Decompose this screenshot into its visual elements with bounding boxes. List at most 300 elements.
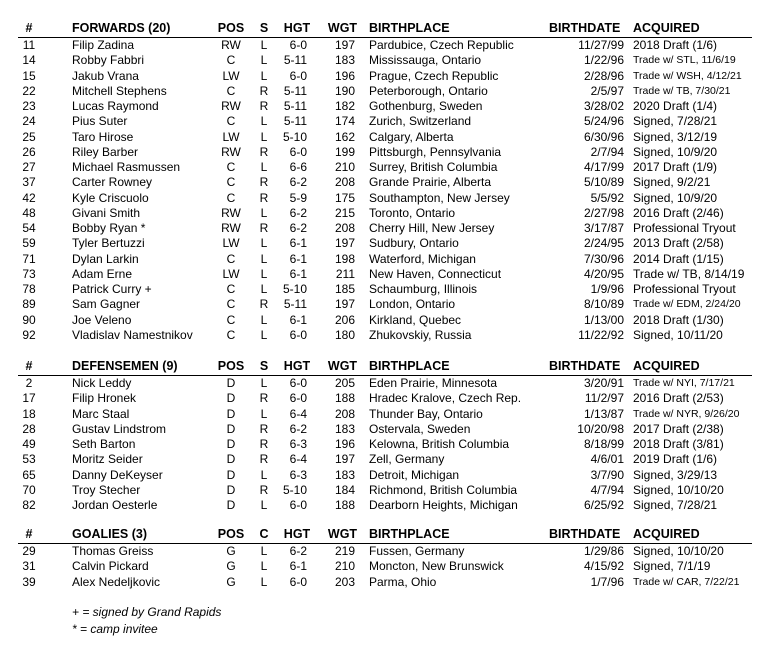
player-number: 70 xyxy=(22,482,36,497)
player-birthplace: Prague, Czech Republic xyxy=(369,68,499,83)
player-name: Nick Leddy xyxy=(72,376,132,390)
player-birthdate: 4/7/94 xyxy=(590,482,624,497)
player-height: 6-0 xyxy=(289,376,307,390)
player-weight: 183 xyxy=(334,421,355,436)
player-birthdate: 3/20/91 xyxy=(583,376,624,390)
player-birthdate: 1/29/86 xyxy=(583,544,624,558)
player-birthdate: 4/20/95 xyxy=(583,266,624,281)
player-weight: 188 xyxy=(334,498,355,512)
player-birthplace: Toronto, Ontario xyxy=(369,205,456,220)
player-acquired: 2020 Draft (1/4) xyxy=(633,99,718,113)
player-weight: 197 xyxy=(334,236,355,251)
player-acquired: Signed, 9/2/21 xyxy=(633,175,711,190)
player-birthplace: Schaumburg, Illinois xyxy=(369,282,478,296)
player-row xyxy=(0,391,759,406)
player-birthdate: 5/24/96 xyxy=(583,114,624,129)
player-weight: 208 xyxy=(334,406,355,421)
player-position: C xyxy=(226,251,236,266)
player-number: 29 xyxy=(22,544,36,558)
player-height: 6-1 xyxy=(289,266,307,281)
legend-note: + = signed by Grand Rapids xyxy=(72,605,222,619)
player-weight: 205 xyxy=(334,376,355,390)
player-shoots: L xyxy=(260,38,268,52)
player-shoots: L xyxy=(260,160,268,174)
player-row xyxy=(0,114,759,129)
player-birthdate: 4/6/01 xyxy=(590,452,624,467)
player-row xyxy=(0,145,759,160)
player-number: 14 xyxy=(22,53,36,68)
player-birthplace: Kelowna, British Columbia xyxy=(369,437,510,451)
player-shoots: L xyxy=(260,574,268,589)
player-shoots: L xyxy=(260,53,268,68)
player-height: 5-10 xyxy=(282,482,307,497)
player-number: 48 xyxy=(22,205,36,220)
player-shoots: L xyxy=(260,376,268,390)
player-name: Tyler Bertuzzi xyxy=(72,236,145,251)
player-name: Jakub Vrana xyxy=(72,68,139,83)
player-birthdate: 3/28/02 xyxy=(583,99,624,113)
player-birthplace: Zhukovskiy, Russia xyxy=(369,327,472,342)
player-acquired: Signed, 7/1/19 xyxy=(633,559,711,574)
player-weight: 215 xyxy=(334,205,355,220)
player-row xyxy=(0,575,759,590)
player-height: 6-2 xyxy=(289,221,307,235)
player-name: Michael Rasmussen xyxy=(72,160,181,174)
player-shoots: L xyxy=(260,236,268,251)
player-weight: 188 xyxy=(334,391,355,406)
player-weight: 180 xyxy=(334,327,355,342)
player-number: 31 xyxy=(22,559,36,574)
player-name: Seth Barton xyxy=(72,437,136,451)
section-title: DEFENSEMEN (9) xyxy=(72,359,178,373)
player-position: LW xyxy=(222,266,240,281)
player-row xyxy=(0,160,759,175)
player-name: Danny DeKeyser xyxy=(72,467,163,482)
player-height: 6-1 xyxy=(289,236,307,251)
player-acquired: 2014 Draft (1/15) xyxy=(633,251,724,266)
player-shoots: L xyxy=(260,559,268,574)
player-position: G xyxy=(226,574,236,589)
player-number: 11 xyxy=(22,38,36,52)
player-row xyxy=(0,282,759,297)
player-weight: 208 xyxy=(334,175,355,190)
section-header xyxy=(0,358,759,375)
player-number: 71 xyxy=(22,251,36,266)
player-acquired: Signed, 10/9/20 xyxy=(633,190,718,205)
player-number: 28 xyxy=(22,421,36,436)
player-name: Moritz Seider xyxy=(72,452,143,467)
player-birthplace: Sudbury, Ontario xyxy=(369,236,459,251)
player-acquired: 2018 Draft (1/6) xyxy=(633,38,718,52)
player-acquired: Professional Tryout xyxy=(633,221,736,235)
player-height: 6-4 xyxy=(289,406,307,421)
player-acquired: Trade w/ CAR, 7/22/21 xyxy=(633,575,740,588)
player-acquired: 2018 Draft (3/81) xyxy=(633,437,724,451)
player-row xyxy=(0,498,759,513)
player-name: Carter Rowney xyxy=(72,175,153,190)
player-row xyxy=(0,252,759,267)
player-birthdate: 2/7/94 xyxy=(590,144,624,159)
player-height: 6-2 xyxy=(289,175,307,190)
player-shoots: L xyxy=(260,251,268,266)
player-position: C xyxy=(226,312,236,327)
player-name: Kyle Criscuolo xyxy=(72,190,149,205)
player-position: D xyxy=(226,467,236,482)
player-position: RW xyxy=(221,205,241,220)
player-number: 17 xyxy=(22,391,36,406)
player-birthdate: 11/22/92 xyxy=(578,327,624,342)
player-shoots: R xyxy=(259,452,269,467)
player-shoots: R xyxy=(259,175,269,190)
player-shoots: R xyxy=(259,391,269,406)
player-acquired: Trade w/ TB, 7/30/21 xyxy=(633,84,731,97)
player-height: 6-1 xyxy=(289,559,307,574)
player-position: D xyxy=(226,406,236,421)
player-birthplace: Gothenburg, Sweden xyxy=(369,99,483,113)
player-number: 65 xyxy=(22,467,36,482)
player-acquired: Trade w/ NYR, 9/26/20 xyxy=(633,407,740,420)
player-birthdate: 2/24/95 xyxy=(583,236,624,251)
player-weight: 175 xyxy=(334,190,355,205)
player-row xyxy=(0,376,759,391)
player-birthplace: Southampton, New Jersey xyxy=(369,190,510,205)
player-weight: 196 xyxy=(334,68,355,83)
player-acquired: Trade w/ STL, 11/6/19 xyxy=(633,54,736,67)
player-number: 23 xyxy=(22,99,36,113)
player-weight: 211 xyxy=(335,266,355,281)
player-row xyxy=(0,38,759,53)
col-header-position: POS xyxy=(217,359,245,373)
player-weight: 182 xyxy=(334,99,355,113)
player-position: D xyxy=(226,376,236,390)
player-height: 5-11 xyxy=(283,83,307,98)
player-weight: 183 xyxy=(334,53,355,68)
player-name: Patrick Curry + xyxy=(72,282,152,296)
player-acquired: Trade w/ TB, 8/14/19 xyxy=(633,266,745,281)
player-birthplace: Eden Prairie, Minnesota xyxy=(369,376,498,390)
player-shoots: R xyxy=(259,99,269,113)
player-name: Pius Suter xyxy=(72,114,128,129)
player-weight: 197 xyxy=(334,452,355,467)
player-name: Adam Erne xyxy=(72,266,133,281)
player-acquired: Signed, 10/10/20 xyxy=(633,544,724,558)
player-weight: 203 xyxy=(334,574,355,589)
player-birthdate: 2/28/96 xyxy=(583,68,624,83)
player-row xyxy=(0,69,759,84)
player-number: 15 xyxy=(22,68,36,83)
player-birthplace: Calgary, Alberta xyxy=(369,129,454,144)
player-acquired: 2017 Draft (1/9) xyxy=(633,160,718,174)
player-birthdate: 5/5/92 xyxy=(590,190,624,205)
player-shoots: R xyxy=(259,437,269,451)
col-header-shoots: C xyxy=(259,527,269,541)
player-height: 5-11 xyxy=(283,53,307,68)
player-position: LW xyxy=(222,68,240,83)
player-birthplace: Fussen, Germany xyxy=(369,544,465,558)
player-birthplace: Waterford, Michigan xyxy=(369,251,476,266)
player-weight: 197 xyxy=(334,297,355,312)
player-row xyxy=(0,328,759,343)
player-position: LW xyxy=(222,129,240,144)
col-header-acquired: ACQUIRED xyxy=(633,527,700,541)
player-position: C xyxy=(226,160,236,174)
player-weight: 219 xyxy=(334,544,355,558)
player-birthdate: 8/10/89 xyxy=(583,297,624,312)
player-name: Thomas Greiss xyxy=(72,544,154,558)
player-position: D xyxy=(226,421,236,436)
player-position: C xyxy=(226,83,236,98)
player-acquired: 2019 Draft (1/6) xyxy=(633,452,718,467)
player-birthplace: Pardubice, Czech Republic xyxy=(369,38,514,52)
col-header-number: # xyxy=(25,21,33,35)
player-acquired: 2016 Draft (2/53) xyxy=(633,391,724,406)
player-row xyxy=(0,544,759,559)
player-birthplace: Zell, Germany xyxy=(369,452,445,467)
player-row xyxy=(0,191,759,206)
player-birthdate: 6/30/96 xyxy=(583,129,624,144)
player-birthdate: 6/25/92 xyxy=(583,498,624,512)
player-name: Bobby Ryan * xyxy=(72,221,146,235)
player-position: RW xyxy=(221,221,241,235)
col-header-weight: WGT xyxy=(327,527,358,541)
player-position: C xyxy=(226,114,236,129)
col-header-number: # xyxy=(25,359,33,373)
player-row xyxy=(0,221,759,236)
player-name: Lucas Raymond xyxy=(72,99,159,113)
player-number: 89 xyxy=(22,297,36,312)
player-birthplace: Thunder Bay, Ontario xyxy=(369,406,483,421)
player-name: Filip Zadina xyxy=(72,38,135,52)
player-row xyxy=(0,313,759,328)
player-position: C xyxy=(226,190,236,205)
player-row xyxy=(0,267,759,282)
player-birthplace: Grande Prairie, Alberta xyxy=(369,175,492,190)
col-header-acquired: ACQUIRED xyxy=(633,21,700,35)
player-number: 39 xyxy=(22,574,36,589)
player-name: Calvin Pickard xyxy=(72,559,149,574)
col-header-height: HGT xyxy=(283,527,311,541)
player-row xyxy=(0,468,759,483)
player-height: 6-0 xyxy=(289,391,307,406)
player-number: 42 xyxy=(22,190,36,205)
player-birthdate: 5/10/89 xyxy=(583,175,624,190)
player-number: 2 xyxy=(25,376,33,390)
col-header-position: POS xyxy=(217,527,245,541)
player-number: 78 xyxy=(22,282,36,296)
col-header-number: # xyxy=(25,527,33,541)
col-header-birthdate: BIRTHDATE xyxy=(549,527,621,541)
col-header-height: HGT xyxy=(283,359,311,373)
player-number: 90 xyxy=(22,312,36,327)
section-header xyxy=(0,526,759,543)
col-header-weight: WGT xyxy=(327,359,358,373)
player-number: 18 xyxy=(22,406,36,421)
player-shoots: R xyxy=(259,482,269,497)
player-position: D xyxy=(226,391,236,406)
player-name: Joe Veleno xyxy=(72,312,132,327)
player-height: 5-9 xyxy=(289,190,307,205)
player-birthdate: 1/7/96 xyxy=(590,574,624,589)
player-position: D xyxy=(226,482,236,497)
player-position: C xyxy=(226,327,236,342)
section-title: FORWARDS (20) xyxy=(72,21,171,35)
player-position: C xyxy=(226,297,236,312)
player-row xyxy=(0,422,759,437)
player-shoots: R xyxy=(259,221,269,235)
player-height: 6-0 xyxy=(289,144,307,159)
player-birthdate: 4/15/92 xyxy=(583,559,624,574)
player-height: 6-0 xyxy=(289,498,307,512)
player-position: D xyxy=(226,452,236,467)
col-header-acquired: ACQUIRED xyxy=(633,359,700,373)
player-number: 59 xyxy=(22,236,36,251)
player-height: 6-1 xyxy=(289,312,307,327)
player-name: Taro Hirose xyxy=(72,129,134,144)
player-birthplace: Richmond, British Columbia xyxy=(369,482,518,497)
player-position: G xyxy=(226,559,236,574)
player-birthdate: 1/13/87 xyxy=(583,406,624,421)
player-birthdate: 1/9/96 xyxy=(590,282,624,296)
player-birthdate: 8/18/99 xyxy=(583,437,624,451)
player-position: C xyxy=(226,53,236,68)
player-weight: 196 xyxy=(334,437,355,451)
player-shoots: L xyxy=(260,498,268,512)
player-position: RW xyxy=(221,144,241,159)
player-row xyxy=(0,437,759,452)
player-row xyxy=(0,559,759,574)
player-acquired: Signed, 7/28/21 xyxy=(633,114,718,129)
player-number: 25 xyxy=(22,129,36,144)
player-name: Gustav Lindstrom xyxy=(72,421,167,436)
player-number: 82 xyxy=(22,498,36,512)
player-birthplace: Dearborn Heights, Michigan xyxy=(369,498,518,512)
player-row xyxy=(0,130,759,145)
player-shoots: L xyxy=(260,266,268,281)
col-header-birthplace: BIRTHPLACE xyxy=(369,527,450,541)
player-acquired: Signed, 3/12/19 xyxy=(633,129,718,144)
player-birthplace: London, Ontario xyxy=(369,297,456,312)
player-shoots: L xyxy=(260,68,268,83)
player-name: Troy Stecher xyxy=(72,482,141,497)
player-shoots: L xyxy=(260,544,268,558)
player-weight: 174 xyxy=(334,114,355,129)
player-height: 6-2 xyxy=(289,421,307,436)
player-name: Givani Smith xyxy=(72,205,141,220)
player-shoots: L xyxy=(260,312,268,327)
player-position: LW xyxy=(222,236,240,251)
player-shoots: L xyxy=(260,282,268,296)
player-number: 49 xyxy=(22,437,36,451)
player-acquired: Trade w/ EDM, 2/24/20 xyxy=(633,298,741,311)
player-birthplace: Pittsburgh, Pennsylvania xyxy=(369,144,502,159)
player-acquired: Trade w/ WSH, 4/12/21 xyxy=(633,69,742,82)
player-position: C xyxy=(226,282,236,296)
player-weight: 210 xyxy=(334,160,355,174)
player-row xyxy=(0,236,759,251)
player-acquired: Signed, 7/28/21 xyxy=(633,498,718,512)
player-position: G xyxy=(226,544,236,558)
col-header-birthdate: BIRTHDATE xyxy=(549,359,621,373)
player-name: Marc Staal xyxy=(72,406,130,421)
player-shoots: L xyxy=(260,129,268,144)
player-row xyxy=(0,452,759,467)
player-height: 6-4 xyxy=(289,452,307,467)
player-birthplace: Moncton, New Brunswick xyxy=(369,559,504,574)
player-number: 22 xyxy=(22,83,36,98)
player-number: 73 xyxy=(22,266,36,281)
player-position: RW xyxy=(221,99,241,113)
player-birthplace: Mississauga, Ontario xyxy=(369,53,482,68)
player-birthdate: 11/2/97 xyxy=(584,391,624,406)
player-weight: 199 xyxy=(334,144,355,159)
col-header-birthplace: BIRTHPLACE xyxy=(369,359,450,373)
player-height: 6-0 xyxy=(289,327,307,342)
player-position: C xyxy=(226,175,236,190)
player-number: 24 xyxy=(22,114,36,129)
player-shoots: L xyxy=(260,114,268,129)
player-height: 5-11 xyxy=(283,99,307,113)
player-acquired: 2017 Draft (2/38) xyxy=(633,421,724,436)
player-number: 27 xyxy=(22,160,36,174)
player-birthdate: 1/22/96 xyxy=(583,53,624,68)
player-birthplace: Cherry Hill, New Jersey xyxy=(369,221,495,235)
player-name: Robby Fabbri xyxy=(72,53,145,68)
player-name: Jordan Oesterle xyxy=(72,498,158,512)
player-number: 53 xyxy=(22,452,36,467)
section-header xyxy=(0,20,759,37)
player-weight: 210 xyxy=(334,559,355,574)
player-name: Dylan Larkin xyxy=(72,251,139,266)
player-row xyxy=(0,53,759,68)
player-birthdate: 2/27/98 xyxy=(583,205,624,220)
player-row xyxy=(0,407,759,422)
player-height: 5-11 xyxy=(283,114,307,129)
player-row xyxy=(0,99,759,114)
player-acquired: 2016 Draft (2/46) xyxy=(633,205,724,220)
player-height: 6-3 xyxy=(289,467,307,482)
player-weight: 198 xyxy=(334,251,355,266)
col-header-birthplace: BIRTHPLACE xyxy=(369,21,450,35)
col-header-birthdate: BIRTHDATE xyxy=(549,21,621,35)
player-number: 54 xyxy=(22,221,36,235)
player-row xyxy=(0,483,759,498)
player-number: 37 xyxy=(22,175,36,190)
player-shoots: R xyxy=(259,421,269,436)
player-weight: 162 xyxy=(334,129,355,144)
player-acquired: Trade w/ NYI, 7/17/21 xyxy=(633,377,735,389)
player-height: 6-3 xyxy=(289,437,307,451)
player-height: 5-10 xyxy=(282,282,307,296)
player-birthdate: 7/30/96 xyxy=(583,251,624,266)
player-position: RW xyxy=(221,38,241,52)
player-birthplace: Parma, Ohio xyxy=(369,574,437,589)
player-birthplace: Detroit, Michigan xyxy=(369,467,460,482)
player-acquired: Signed, 10/11/20 xyxy=(633,327,723,342)
player-height: 6-1 xyxy=(289,251,307,266)
player-name: Mitchell Stephens xyxy=(72,83,167,98)
player-acquired: 2013 Draft (2/58) xyxy=(633,236,724,251)
player-row xyxy=(0,175,759,190)
player-birthdate: 10/20/98 xyxy=(577,421,624,436)
player-shoots: L xyxy=(260,327,268,342)
col-header-position: POS xyxy=(217,21,245,35)
player-row xyxy=(0,297,759,312)
player-birthdate: 4/17/99 xyxy=(583,160,624,174)
player-weight: 197 xyxy=(334,38,355,52)
player-name: Riley Barber xyxy=(72,144,139,159)
player-name: Vladislav Namestnikov xyxy=(72,327,193,342)
player-position: D xyxy=(226,437,236,451)
